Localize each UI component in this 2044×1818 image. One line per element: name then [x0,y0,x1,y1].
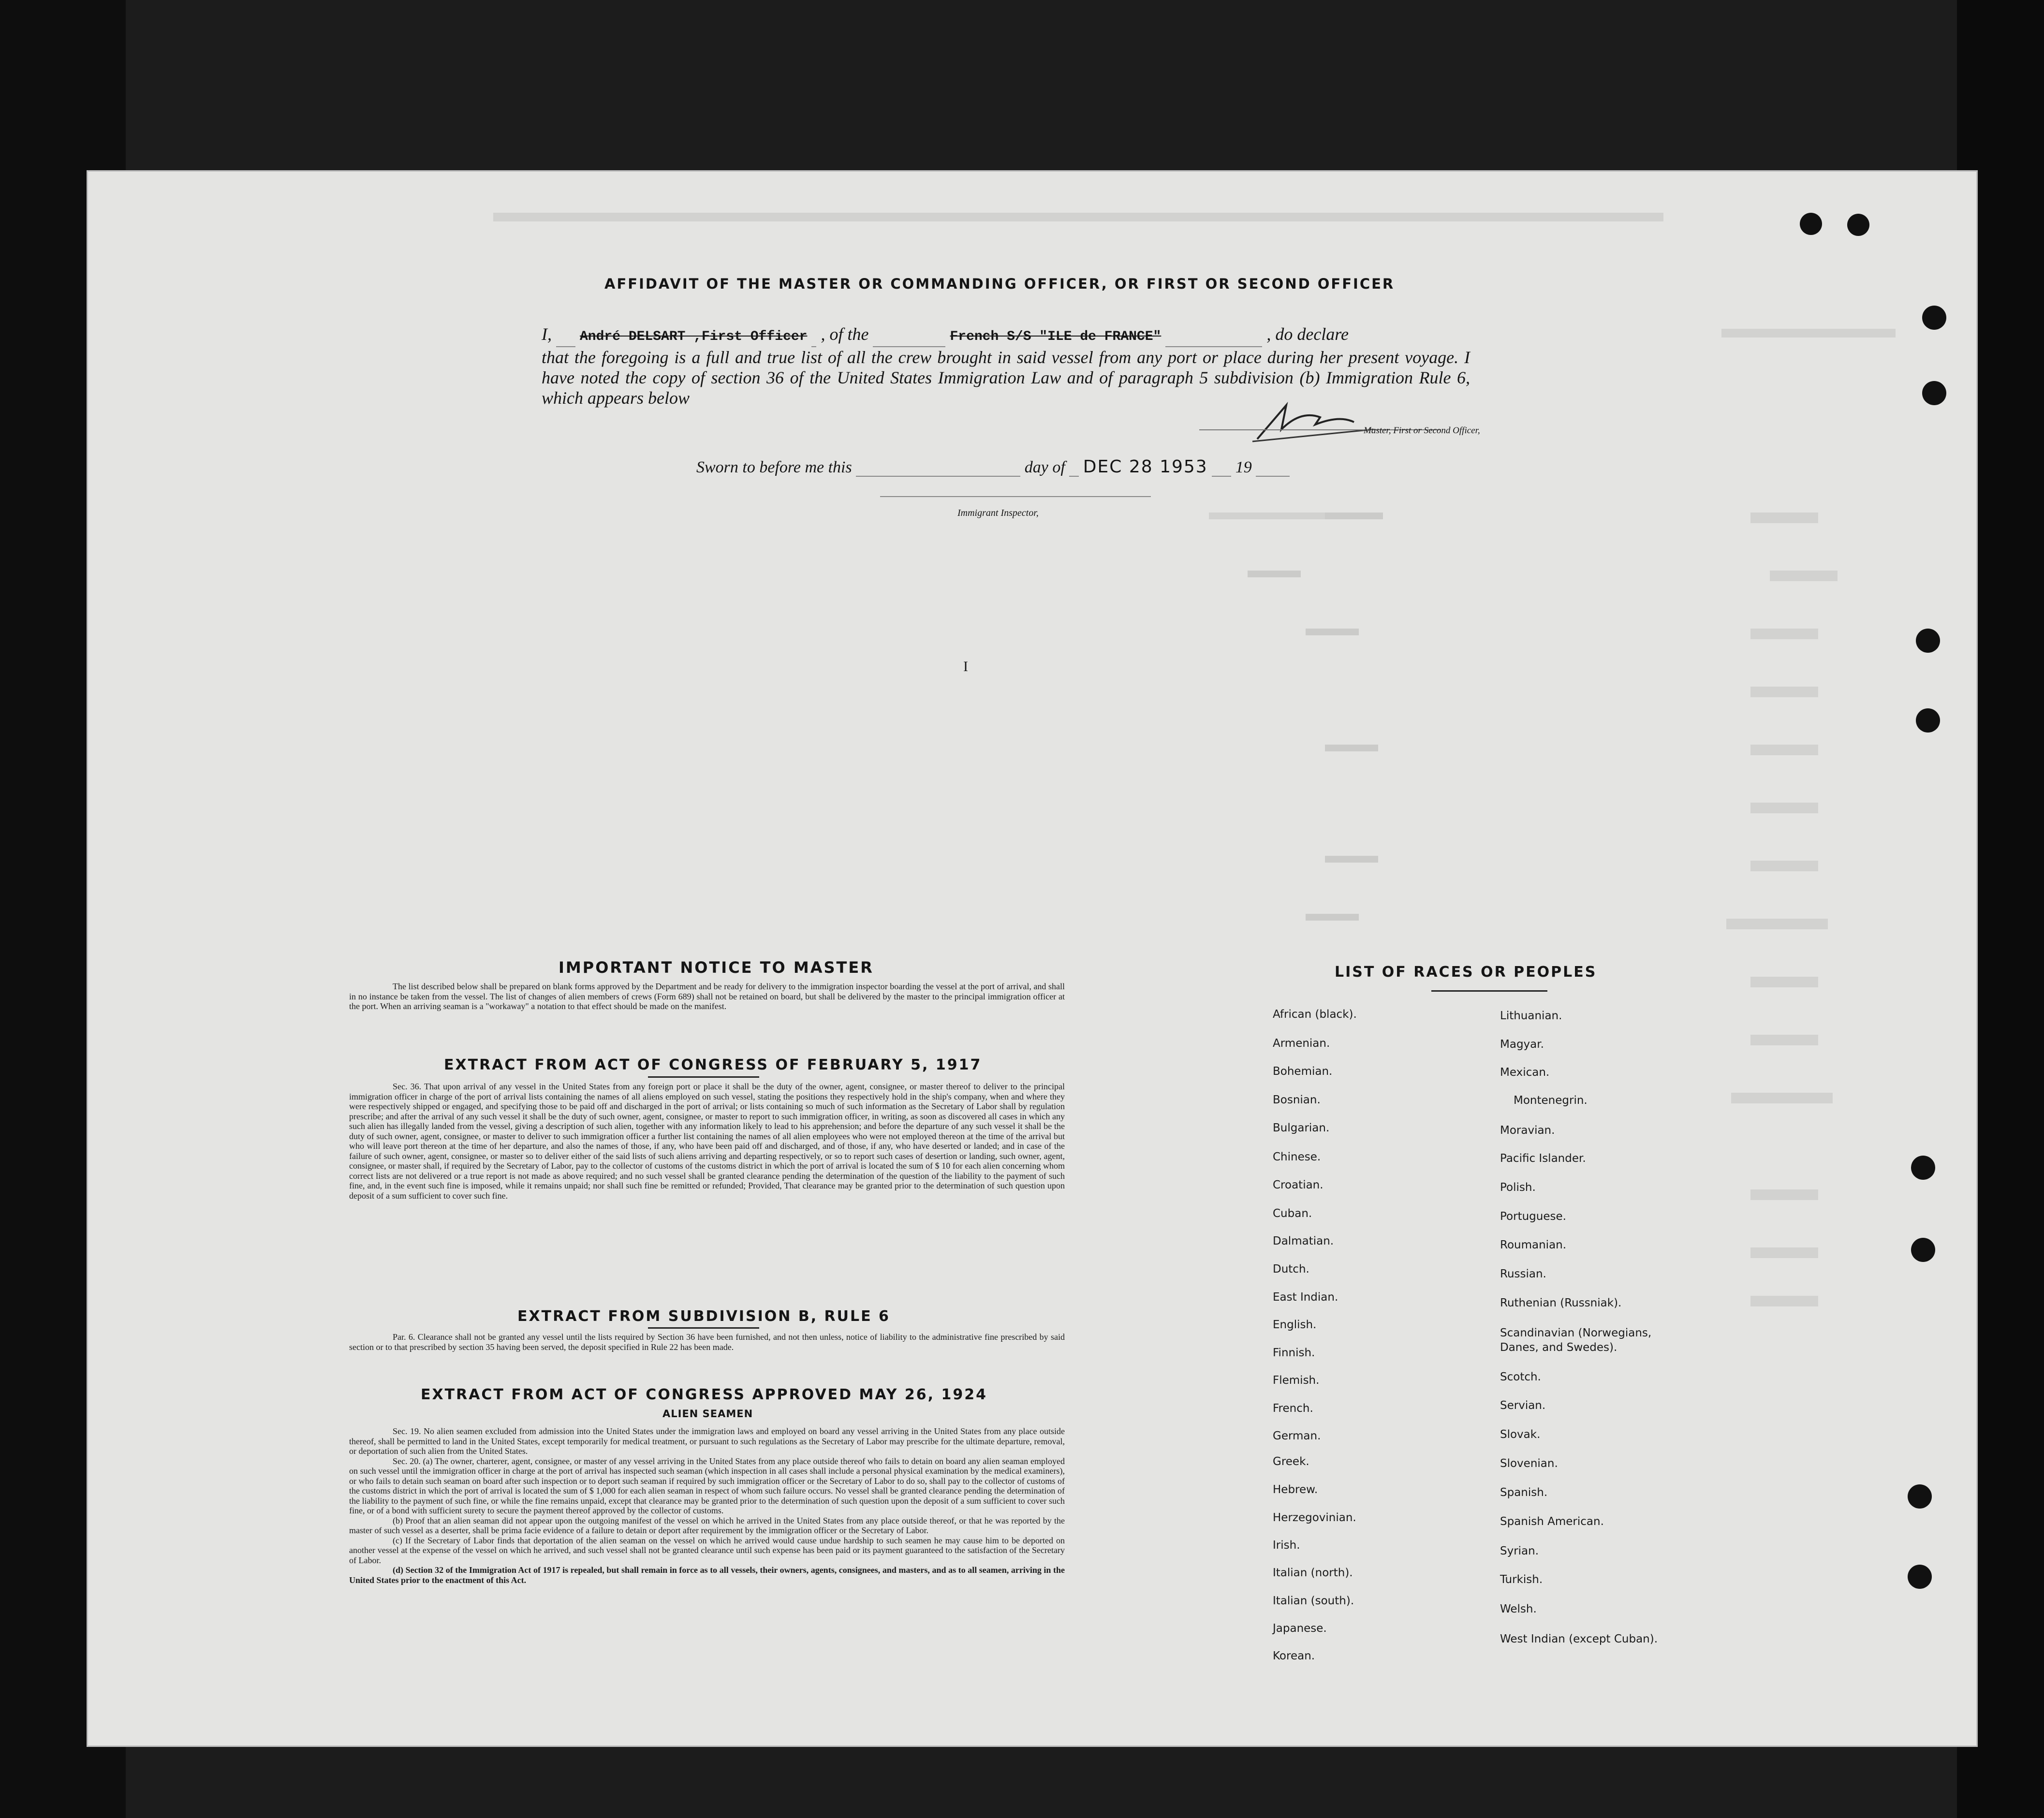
race-item: Servian. [1500,1399,1546,1412]
do-declare-label: , do declare [1266,324,1349,344]
race-item: Bulgarian. [1273,1122,1330,1134]
race-item: Roumanian. [1500,1239,1567,1251]
extract-rule6-text: Par. 6. Clearance shall not be granted any vessel until the lists required by Section 36 have been furnished, and not then unless, notice of liability to the administrative fine prescribed by said section or to that prescribed by section 35 having been served, the deposit specified in Rule 22 has been made. [349,1332,1065,1352]
text-cursor-icon: I [963,659,968,674]
race-item: Scotch. [1500,1371,1541,1383]
day-of-label: day of [1024,458,1065,476]
race-item: Pacific Islander. [1500,1152,1586,1165]
race-item: Irish. [1273,1539,1300,1552]
race-item: Dalmatian. [1273,1235,1334,1247]
year-suffix: 19 [1235,458,1252,476]
race-item: French. [1273,1402,1313,1415]
race-item: Moravian. [1500,1124,1555,1137]
race-item: Italian (south). [1273,1595,1354,1607]
race-item: Turkish. [1500,1573,1543,1586]
alien-seamen-subtitle: ALIEN SEAMEN [662,1408,753,1420]
race-item: Bosnian. [1273,1094,1321,1106]
declaration-text: that the foregoing is a full and true list of all the crew brought in said vessel from any port or place during her present voyage. I have noted the copy of section 36 of the United States Immigration Law and of paragraph 5 subdivision (b) Immigration Rule 6, which appears below [542,348,1470,408]
inspector-signature-line [880,496,1151,497]
extract-rule6-title: EXTRACT FROM SUBDIVISION B, RULE 6 [517,1308,890,1325]
section-20c: (c) If the Secretary of Labor finds that deportation of the alien seaman on the vessel on which he arrived would cause undue hardship to such seamen he may cause him to be deported on another vessel at the expense of the vessel on which he arrived, and such vessel shall not be granted clearance until such expense has been paid or its payment guaranteed to the satisfaction of the Secretary of Labor. [349,1535,1065,1565]
signature-scrawl [1248,396,1393,444]
officer-name-field[interactable]: André DELSART ,First Officer [580,329,808,344]
divider [1431,990,1547,992]
race-item: Welsh. [1500,1603,1537,1615]
race-item: Herzegovinian. [1273,1511,1356,1524]
extract-1924-text [349,1426,1065,1585]
race-item: Slovak. [1500,1428,1541,1441]
divider [648,1076,759,1078]
race-item: Armenian. [1273,1037,1330,1050]
race-item: Italian (north). [1273,1567,1353,1579]
declaration-pronoun: I, [542,324,552,344]
affidavit-title: AFFIDAVIT OF THE MASTER OR COMMANDING OFFICER, OR FIRST OR SECOND OFFICER [604,276,1395,292]
race-item: Bohemian. [1273,1065,1333,1078]
signature-block [1199,415,1480,444]
inspector-caption: Immigrant Inspector, [957,508,1039,518]
divider [648,1327,759,1329]
date-stamp: DEC 28 1953 [1083,457,1208,477]
race-item: English. [1273,1319,1317,1331]
race-item: Polish. [1500,1181,1536,1194]
race-item: Hebrew. [1273,1483,1318,1496]
race-item: Montenegrin. [1514,1094,1588,1107]
race-item: Mexican. [1500,1066,1550,1079]
race-item: Croatian. [1273,1179,1323,1191]
sworn-prefix: Sworn to before me this [696,458,852,476]
punch-hole [1908,1565,1932,1589]
extract-1924-title: EXTRACT FROM ACT OF CONGRESS APPROVED MAY 26, 1924 [421,1386,987,1403]
extract-1917-text: Sec. 36. That upon arrival of any vessel in the United States from any foreign port or place it shall be the duty of the owner, agent, consignee, or master thereof to deliver to the principal immigration officer in charge of the port of arrival lists containing the names of all aliens employed on such vessel, stating the positions they respectively hold in the ship's company, when and where they were respectively shipped or engaged, and specifying those to be paid off and discharged in the port of arrival; or lists containing so much of such information as the Secretary of Labor shall by regulation prescribe; and after the arrival of any such vessel it shall be the duty of such owner, agent, consignee, or master to report to such immigration officer, in writing, as soon as discovered all cases in which any such alien has illegally landed from the vessel, giving a description of such alien, together with any information likely to lead to his apprehension; and before the departure of any such vessel it shall be the duty of such owner, agent, consignee, or master to deliver to such immigration officer a further list containing the names of all alien employees who were not employed thereon at the time of the arrival but who will leave port thereon at the time of her departure, and also the names of those, if any, who have been paid off and discharged, and of those, if any, who have deserted or landed; and in case of the failure of such owner, agent, consignee, or master so to deliver either of the said lists of such aliens arriving and departing respectively, or so to report such cases of desertion or landing, such owner, agent, consignee, or master shall, if required by the Secretary of Labor, pay to the collector of customs of the customs district in which the port of arrival is located the sum of $ 10 for each alien concerning whom correct lists are not delivered or a true report is not made as above required; and no such vessel shall be granted clearance pending the determination of the question of the liability to the payment of such fine, and, in the event such fine is imposed, while it remains unpaid; nor shall such fine be remitted or refunded; Provided, That clearance may be granted prior to the determination of such question upon deposit of a sum sufficient to cover such fine. [349,1082,1065,1201]
race-item: African (black). [1273,1008,1357,1021]
section-20b: (b) Proof that an alien seaman did not appear upon the outgoing manifest of the vessel on which he arrived in the United States from any place outside thereof, or that he was reported by the master of such vessel as a deserter, shall be prima facie evidence of a failure to detain or deport after requirement by the immigration officer or the Secretary of Labor. [349,1515,1065,1535]
vessel-name-field[interactable]: French S/S "ILE de FRANCE" [950,329,1162,344]
section-20d: (d) Section 32 of the Immigration Act of 1917 is repealed, but shall remain in force as to all vessels, their owners, agents, consignees, and masters, and as to all seamen, arriving in the United States prior to the enactment of this Act. [349,1565,1065,1585]
race-item: Slovenian. [1500,1457,1558,1470]
race-item: Greek. [1273,1455,1309,1468]
race-item: Scandinavian (Norwegians, Danes, and Swedes). [1500,1327,1652,1354]
section-20a: Sec. 20. (a) The owner, charterer, agent, consignee, or master of any vessel arriving in the United States from any place outside thereof who fails to detain on board any alien seaman employed on such vessel until the immigration officer in charge at the port of arrival has inspected such seaman (which inspection in all cases shall include a personal physical examination by the medical examiners), or who fails to detain such seaman on board after such inspection or to deport such seaman if required by such immigration officer or the Secretary of Labor to do so, shall pay to the collector of customs of the customs district in which the port of arrival is located the sum of $ 1,000 for each alien seaman in respect of whom such failure occurs. No vessel shall be granted clearance pending the determination of the liability to the payment of such fine, or while the fine remains unpaid, except that clearance may be granted prior to the determination of such question upon the deposit of a sum sufficient to cover such fine, or of a bond with sufficient surety to secure the payment thereof approved by the collector of customs. [349,1456,1065,1515]
race-item: Russian. [1500,1268,1546,1280]
race-item: Ruthenian (Russniak). [1500,1297,1622,1309]
race-item: East Indian. [1273,1291,1338,1304]
race-item: Lithuanian. [1500,1010,1562,1022]
race-item: Japanese. [1273,1622,1327,1635]
extract-1917-title: EXTRACT FROM ACT OF CONGRESS OF FEBRUARY 5, 1917 [444,1056,982,1073]
sworn-statement [696,457,1290,477]
race-item: Spanish American. [1500,1515,1604,1528]
signature-caption: Master, First or Second Officer, [1364,425,1480,436]
races-title: LIST OF RACES OR PEOPLES [1335,964,1597,981]
notice-title: IMPORTANT NOTICE TO MASTER [559,958,874,977]
section-19: Sec. 19. No alien seamen excluded from admission into the United States under the immigration laws and employed on board any vessel arriving in the United States from any place outside thereof, shall be permitted to land in the United States, except temporarily for medical treatment, or pursuant to such regulations as the Secretary of Labor may prescribe for the ultimate departure, removal, or deportation of such alien from the United States. [349,1426,1065,1456]
race-item: Dutch. [1273,1263,1309,1276]
race-item: German. [1273,1430,1321,1442]
notice-text: The list described below shall be prepared on blank forms approved by the Department and be ready for delivery to the immigration inspector boarding the vessel at the port of arrival, and shall in no instance be taken from the vessel. The list of changes of alien members of crews (Form 689) shall not be retained on board, but shall be delivered by the master to the principal immigration officer at the port. When an arriving seaman is a "workaway" a notation to that effect should be made on the manifest. [349,982,1065,1011]
race-item: Spanish. [1500,1486,1548,1499]
race-item: Portuguese. [1500,1210,1566,1223]
race-item: Cuban. [1273,1207,1312,1220]
of-the-label: , of the [821,324,869,344]
race-item: West Indian (except Cuban). [1500,1633,1658,1645]
race-item: Finnish. [1273,1347,1315,1359]
race-item: Flemish. [1273,1374,1320,1387]
race-item: Chinese. [1273,1151,1321,1163]
race-item: Korean. [1273,1650,1315,1662]
race-item: Syrian. [1500,1545,1539,1557]
race-item: Magyar. [1500,1038,1544,1051]
